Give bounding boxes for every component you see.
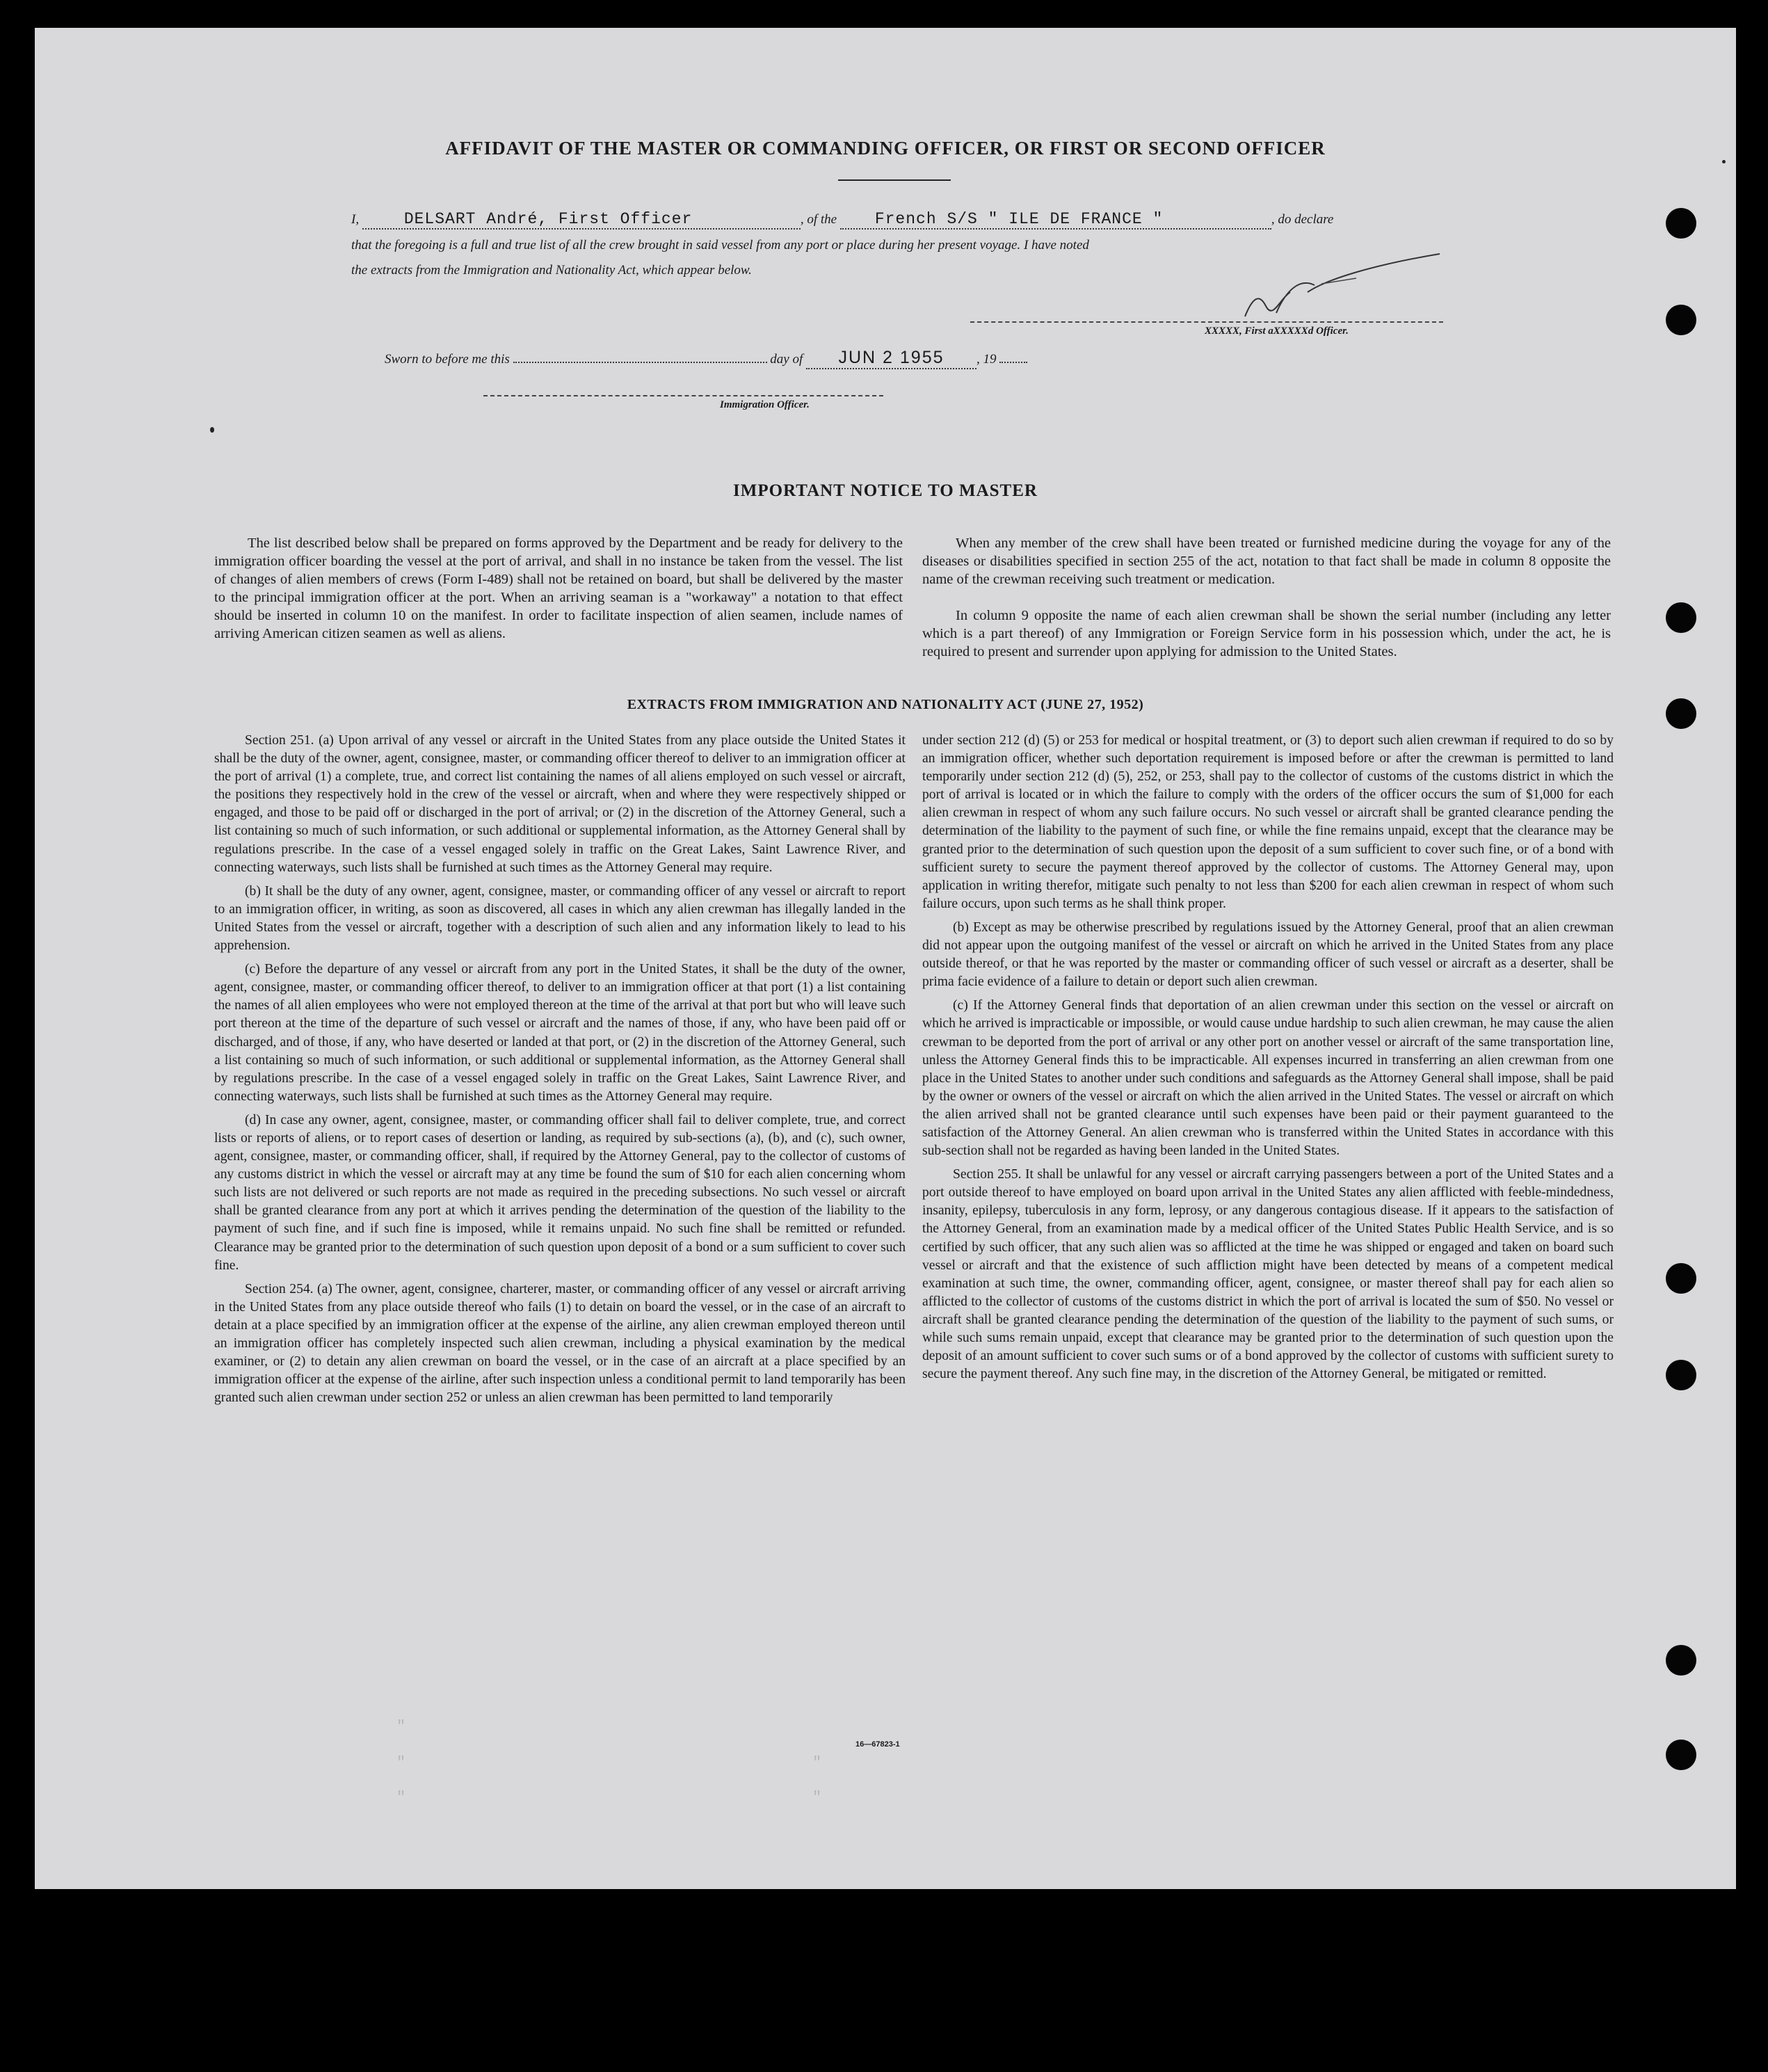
day-of-label: day of [770,352,803,367]
punch-hole [1666,1740,1696,1770]
section-254b: (b) Except as may be otherwise prescribed by regulations issued by the Attorney General, proof that an alien crewman did not appear upon the outgoing manifest of the vessel or aircraft on which he arrived in the United States from any place outside thereof, or that he was reported by the master or commanding officer of such vessel or aircraft as a deserter, shall be prima facie evidence of a failure to detain or deport such alien crewman. [922,919,1614,990]
notice-right-paragraph-2: In column 9 opposite the name of each alien crewman shall be shown the serial number (including any letter which is a part thereof) of any Immigration or Foreign Service form in his possession which, under the act, he is required to present and surrender upon applying for admission to the United States. [922,608,1611,659]
notice-right-paragraph-1: When any member of the crew shall have been treated or furnished medicine during the voyage for any of the diseases or disabilities specified in section 255 of the act, notation to that fact shall be made in column 8 opposite the name of the crewman receiving such treatment or medication. [922,536,1611,587]
declaration-line [351,210,1333,230]
form-number: 16—67823-1 [855,1740,900,1749]
punch-hole [1666,1360,1696,1390]
vessel-name-typed: French S/S " ILE DE FRANCE " [874,210,1164,228]
punch-hole [1666,602,1696,633]
section-255: Section 255. It shall be unlawful for any vessel or aircraft carrying passengers between a port of the United States and a port outside thereof to have employed on board upon arrival in the United States any alien afflicted with feeble-mindedness, insanity, epilepsy, tuberculosis in any form, leprosy, or any dangerous contagious disease. If it appears to the satisfaction of the Attorney General, from an examination made by a medical officer of the United States Public Health Service, and is so certified by such officer, that any such alien was so afflicted at the time he was shipped or engaged and taken on board such vessel or aircraft and that the existence of such affliction might have been detected by means of a competent medical examination at such time, the owner, commanding officer, agent, consignee, or master thereof shall pay for each alien so afflicted to the collector of customs of the customs district in which the port of arrival is located the sum of $50. No vessel or aircraft shall be granted clearance pending the determination of the question of the liability to the payment of such sums, or while such sums remain unpaid, except that clearance may be granted prior to the determination of such question upon the deposit of an amount sufficient to cover such sums or of a bond approved by the collector of customs with sufficient surety to secure the payment thereof. Any such fine may, in the discretion of the Attorney General, be mitigated or remitted. [922,1167,1614,1382]
handwritten-signature [1238,250,1447,327]
notice-title: IMPORTANT NOTICE TO MASTER [733,481,1038,500]
section-254a: Section 254. (a) The owner, agent, consignee, charterer, master, or commanding officer of any vessel or aircraft arriving in the United States from any place outside thereof who fails (1) to detain on board the vessel, or in the case of an aircraft to detain at a place specified by an immigration officer at the expense of the airline, any alien crewman employed thereon until an immigration officer has completely inspected such alien crewman, including a physical examination by the medical examiner, or (2) to detain any alien crewman on board the vessel, or in the case of an aircraft at a place specified by an immigration officer at the expense of the airline, after such inspection unless a conditional permit to land temporarily has been granted such alien crewman under section 252 or unless an alien crewman has been permitted to land temporarily [214,1281,906,1406]
punch-hole [1666,305,1696,335]
bleed-through-text: " [396,1718,408,1735]
year-suffix: , 19 [977,352,997,367]
bleed-through-text: " [396,1789,408,1806]
officer-name-field [362,210,801,230]
section-251d: (d) In case any owner, agent, consignee, master, or commanding officer shall fail to deliver complete, true, and correct lists or reports of aliens, or to report cases of desertion or landing, as required by sub-sections (a), (b), and (c), such owner, agent, consignee, master, or commanding officer, shall, if required by the Attorney General, pay to the collector of customs of any customs district in which the vessel or aircraft may at any time be found the sum of $10 for each alien concerning whom such lists are not delivered or such reports are not made as required in the preceding subsections. No such vessel or aircraft shall be granted clearance from any port at which it arrives pending the determination of the question of the liability to the payment of such fine, and if such fine is imposed, while it remains unpaid. No such fine shall be remitted or refunded. Clearance may be granted prior to the determination of such question upon deposit of a bond or a sum sufficient to cover such fine. [214,1112,906,1273]
declaration-i: I, [351,212,360,227]
notice-left-paragraph: The list described below shall be prepared on forms approved by the Department and be ready for delivery to the immigration officer boarding the vessel at the port of arrival, and shall in no instance be taken from the vessel. The list of changes of alien members of crews (Form I-489) shall not be retained on board, but shall be delivered by the master to the principal immigration officer at the port. When an arriving seaman is a "workaway" a notation to that effect should be inserted in column 10 on the manifest. In order to facilitate inspection of alien seamen, include names of arriving American citizen seamen as well as aliens. [214,536,903,641]
section-254a-continued: under section 212 (d) (5) or 253 for medical or hospital treatment, or (3) to deport such alien crewman if required to do so by an immigration officer, whether such deportation requirement is imposed before or after the crewman is permitted to land temporarily under section 212 (d) (5), 252, or 253, shall pay to the collector of customs of the customs district in which the port of arrival is located or in which the failure to comply with the orders of the officer occurs the sum of $1,000 for each alien crewman in respect of whom any such failure occurs. No such vessel or aircraft shall be granted clearance pending the determination of the liability to the payment of such fine, or while the fine remains unpaid, except that the clearance may be granted prior to the determination of such question upon the deposit of a sum sufficient to cover such fine, or of a bond with sufficient surety to secure the payment thereof approved by the collector of customs. The Attorney General may, upon application in writing therefor, mitigate such penalty to not less than $200 for each alien crewman in respect of whom such failure occurs, upon such terms as he shall think proper. [922,733,1614,911]
signature-line [970,321,1443,323]
affidavit-sheet [35,28,1736,1889]
scan-speck [210,427,214,433]
do-declare-label: , do declare [1271,212,1334,227]
section-254c: (c) If the Attorney General finds that deportation of an alien crewman under this section on the vessel or aircraft on which he arrived is impracticable or impossible, or would cause undue hardship to such alien crewman, he may cause the alien crewman to be deported from the port of arrival or any other port on another vessel or aircraft of the same transportation line, unless the Attorney General finds this to be impracticable. All expenses incurred in transferring an alien crewman from one place in the United States to another under such conditions and safeguards as the Attorney General shall impose, shall be paid by the owner or owners of the vessel or aircraft on which the alien arrived in the United States. The vessel or aircraft on which the alien arrived shall not be granted clearance until such expenses have been paid or their payment guaranteed to the satisfaction of the Attorney General. An alien crewman who is transferred within the United States in accordance with this sub-section shall not be regarded as having been landed in the United States. [922,998,1614,1159]
punch-hole [1666,1263,1696,1294]
bleed-through-text: " [396,1754,408,1772]
signature-caption: XXXXX, First aXXXXXd Officer. [1205,326,1349,337]
extracts-title: EXTRACTS FROM IMMIGRATION AND NATIONALITY ACT (JUNE 27, 1952) [627,697,1144,712]
sworn-prefix: Sworn to before me this [385,352,510,367]
officer-name-typed: DELSART André, First Officer [403,210,693,228]
date-stamp: JUN 2 1955 [838,348,945,367]
scan-speck [1722,160,1726,163]
immigration-officer-line [483,395,883,396]
declaration-line-3: the extracts from the Immigration and Nationality Act, which appear below. [351,263,752,278]
affidavit-title: AFFIDAVIT OF THE MASTER OR COMMANDING OFFICER, OR FIRST OR SECOND OFFICER [445,138,1326,159]
sworn-day-field [513,362,767,363]
punch-hole [1666,1645,1696,1676]
section-251b: (b) It shall be the duty of any owner, agent, consignee, master, or commanding officer of any vessel or aircraft to report to an immigration officer, in writing, as soon as discovered, all cases in which any alien crewman has illegally landed in the United States from the vessel or aircraft, together with a description of such alien and any information likely to lead to his apprehension. [214,883,906,954]
sworn-year-field [999,362,1027,363]
title-rule [838,179,951,181]
sworn-date-field [806,348,977,369]
left-column [214,732,906,1413]
sworn-line [385,348,1027,369]
of-the-label: , of the [800,212,837,227]
right-column [922,732,1614,1389]
section-251a: Section 251. (a) Upon arrival of any vessel or aircraft in the United States from any place outside the United States it shall be the duty of the owner, agent, consignee, master, or commanding officer thereof to deliver to an immigration officer at the port of arrival (1) a complete, true, and correct list containing the names of all aliens employed on such vessel or aircraft, the positions they respectively hold in the crew of the vessel or aircraft, when and where they were respectively shipped or engaged, and those to be paid off or discharged in the port of arrival; or (2) in the discretion of the Attorney General, such a list containing so much of such information, or such additional or supplemental information, as the Attorney General shall by regulations prescribe. In the case of a vessel engaged solely in traffic on the Great Lakes, Saint Lawrence River, and connecting waterways, such lists shall be furnished at such times as the Attorney General may require. [214,733,906,875]
vessel-name-field [840,210,1271,230]
immigration-officer-caption: Immigration Officer. [720,399,810,410]
punch-hole [1666,208,1696,239]
section-251c: (c) Before the departure of any vessel or aircraft from any port in the United States, it shall be the duty of the owner, agent, consignee, master, or commanding officer thereof, to deliver to an immigration officer at that port (1) a list containing the names of all alien employees who were not employed thereon at the time of the arrival at that port but who will leave such port thereon at the time of the departure of such vessel or aircraft and the names of those, if any, who have been paid off or discharged, and of those, if any, who have deserted or landed at that port, or (2) in the discretion of the Attorney General, such a list containing so much of such information, or such additional or supplemental information, as the Attorney General shall by regulations prescribe. In the case of a vessel engaged solely in traffic on the Great Lakes, Saint Lawrence River, and connecting waterways, such lists shall be furnished at such times as the Attorney General may require. [214,962,906,1104]
bleed-through-text: " [812,1789,824,1806]
bleed-through-text: " [812,1754,824,1772]
declaration-line-2: that the foregoing is a full and true list of all the crew brought in said vessel from any port or place during her present voyage. I have noted [351,238,1089,252]
